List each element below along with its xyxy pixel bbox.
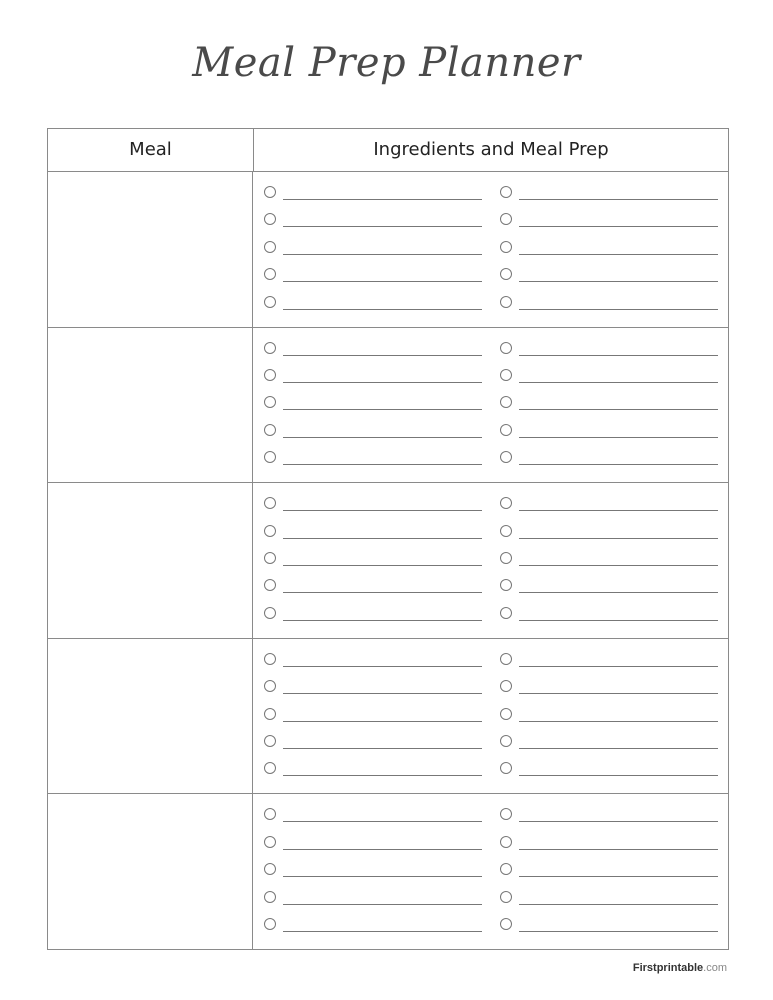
write-in-line[interactable] bbox=[283, 382, 482, 383]
checklist-item bbox=[264, 833, 484, 860]
checklist-item bbox=[500, 448, 720, 475]
circle-checkbox-icon[interactable] bbox=[264, 342, 276, 354]
checklist-item bbox=[264, 805, 484, 832]
circle-checkbox-icon[interactable] bbox=[500, 735, 512, 747]
write-in-line[interactable] bbox=[519, 821, 718, 822]
checklist-item bbox=[264, 860, 484, 887]
write-in-line[interactable] bbox=[519, 382, 718, 383]
write-in-line[interactable] bbox=[283, 254, 482, 255]
write-in-line[interactable] bbox=[283, 876, 482, 877]
checklist-column bbox=[264, 494, 484, 631]
circle-checkbox-icon[interactable] bbox=[264, 735, 276, 747]
checklist-item bbox=[264, 650, 484, 677]
table-row bbox=[48, 639, 728, 795]
write-in-line[interactable] bbox=[519, 226, 718, 227]
write-in-line[interactable] bbox=[283, 281, 482, 282]
table-row bbox=[48, 794, 728, 950]
write-in-line[interactable] bbox=[283, 226, 482, 227]
meal-name-cell[interactable] bbox=[48, 483, 253, 638]
checklist-item bbox=[264, 265, 484, 292]
circle-checkbox-icon[interactable] bbox=[500, 268, 512, 280]
checklist-column bbox=[264, 650, 484, 787]
checklist-item bbox=[264, 339, 484, 366]
write-in-line[interactable] bbox=[283, 464, 482, 465]
table-row bbox=[48, 328, 728, 484]
write-in-line[interactable] bbox=[283, 510, 482, 511]
checklist-item bbox=[264, 915, 484, 942]
meal-rows bbox=[48, 172, 728, 950]
write-in-line[interactable] bbox=[519, 464, 718, 465]
checklist-item bbox=[264, 705, 484, 732]
write-in-line[interactable] bbox=[519, 693, 718, 694]
checklist-item bbox=[500, 293, 720, 320]
write-in-line[interactable] bbox=[283, 748, 482, 749]
circle-checkbox-icon[interactable] bbox=[264, 708, 276, 720]
circle-checkbox-icon[interactable] bbox=[264, 762, 276, 774]
checklist-item bbox=[264, 888, 484, 915]
footer-brand bbox=[633, 962, 727, 974]
circle-checkbox-icon[interactable] bbox=[264, 296, 276, 308]
write-in-line[interactable] bbox=[519, 721, 718, 722]
checklist-item bbox=[500, 915, 720, 942]
write-in-line[interactable] bbox=[283, 666, 482, 667]
circle-checkbox-icon[interactable] bbox=[500, 213, 512, 225]
checklist-item bbox=[264, 366, 484, 393]
circle-checkbox-icon[interactable] bbox=[264, 918, 276, 930]
checklist-item bbox=[500, 265, 720, 292]
checklist-item bbox=[500, 650, 720, 677]
checklist-item bbox=[264, 238, 484, 265]
checklist-item bbox=[264, 576, 484, 603]
circle-checkbox-icon[interactable] bbox=[264, 497, 276, 509]
circle-checkbox-icon[interactable] bbox=[264, 680, 276, 692]
checklist-item bbox=[264, 522, 484, 549]
meal-planner-table bbox=[47, 128, 729, 950]
circle-checkbox-icon[interactable] bbox=[500, 863, 512, 875]
checklist-column bbox=[264, 805, 484, 942]
circle-checkbox-icon[interactable] bbox=[264, 808, 276, 820]
circle-checkbox-icon[interactable] bbox=[500, 891, 512, 903]
write-in-line[interactable] bbox=[519, 904, 718, 905]
write-in-line[interactable] bbox=[519, 281, 718, 282]
checklist-item bbox=[500, 339, 720, 366]
ingredients-column-header: Ingredients and Meal Prep bbox=[373, 139, 609, 160]
circle-checkbox-icon[interactable] bbox=[500, 451, 512, 463]
circle-checkbox-icon[interactable] bbox=[264, 863, 276, 875]
write-in-line[interactable] bbox=[283, 309, 482, 310]
write-in-line[interactable] bbox=[283, 592, 482, 593]
meal-name-cell[interactable] bbox=[48, 172, 253, 327]
circle-checkbox-icon[interactable] bbox=[500, 918, 512, 930]
page-title: Meal Prep Planner bbox=[192, 40, 581, 86]
checklist-column bbox=[500, 805, 720, 942]
checklist-item bbox=[500, 522, 720, 549]
write-in-line[interactable] bbox=[283, 821, 482, 822]
checklist-item bbox=[264, 183, 484, 210]
write-in-line[interactable] bbox=[283, 721, 482, 722]
checklist-item bbox=[500, 860, 720, 887]
checklist-item bbox=[500, 494, 720, 521]
write-in-line[interactable] bbox=[519, 748, 718, 749]
write-in-line[interactable] bbox=[283, 620, 482, 621]
meal-name-cell[interactable] bbox=[48, 639, 253, 794]
write-in-line[interactable] bbox=[519, 437, 718, 438]
write-in-line[interactable] bbox=[519, 876, 718, 877]
checklist-item bbox=[500, 888, 720, 915]
circle-checkbox-icon[interactable] bbox=[500, 525, 512, 537]
checklist-item bbox=[264, 549, 484, 576]
write-in-line[interactable] bbox=[283, 931, 482, 932]
write-in-line[interactable] bbox=[283, 199, 482, 200]
write-in-line[interactable] bbox=[519, 565, 718, 566]
write-in-line[interactable] bbox=[519, 510, 718, 511]
write-in-line[interactable] bbox=[519, 620, 718, 621]
write-in-line[interactable] bbox=[519, 538, 718, 539]
write-in-line[interactable] bbox=[283, 565, 482, 566]
write-in-line[interactable] bbox=[283, 538, 482, 539]
checklist-item bbox=[264, 604, 484, 631]
circle-checkbox-icon[interactable] bbox=[500, 808, 512, 820]
checklist-item bbox=[264, 421, 484, 448]
write-in-line[interactable] bbox=[519, 199, 718, 200]
write-in-line[interactable] bbox=[519, 355, 718, 356]
checklist-column bbox=[264, 183, 484, 320]
checklist-item bbox=[500, 732, 720, 759]
circle-checkbox-icon[interactable] bbox=[264, 579, 276, 591]
circle-checkbox-icon[interactable] bbox=[500, 342, 512, 354]
circle-checkbox-icon[interactable] bbox=[264, 891, 276, 903]
circle-checkbox-icon[interactable] bbox=[500, 653, 512, 665]
meal-column-header: Meal bbox=[48, 129, 254, 171]
table-row bbox=[48, 483, 728, 639]
circle-checkbox-icon[interactable] bbox=[500, 296, 512, 308]
checklist-item bbox=[500, 604, 720, 631]
circle-checkbox-icon[interactable] bbox=[264, 268, 276, 280]
checklist-item bbox=[500, 705, 720, 732]
circle-checkbox-icon[interactable] bbox=[500, 497, 512, 509]
circle-checkbox-icon[interactable] bbox=[264, 552, 276, 564]
circle-checkbox-icon[interactable] bbox=[500, 680, 512, 692]
table-header bbox=[48, 128, 728, 172]
checklist-item bbox=[264, 494, 484, 521]
write-in-line[interactable] bbox=[283, 775, 482, 776]
write-in-line[interactable] bbox=[283, 437, 482, 438]
meal-name-cell[interactable] bbox=[48, 328, 253, 483]
circle-checkbox-icon[interactable] bbox=[500, 836, 512, 848]
circle-checkbox-icon[interactable] bbox=[264, 396, 276, 408]
write-in-line[interactable] bbox=[519, 849, 718, 850]
footer-domain: .com bbox=[703, 962, 727, 974]
circle-checkbox-icon[interactable] bbox=[500, 607, 512, 619]
circle-checkbox-icon[interactable] bbox=[264, 525, 276, 537]
write-in-line[interactable] bbox=[519, 254, 718, 255]
checklist-item bbox=[500, 366, 720, 393]
write-in-line[interactable] bbox=[283, 693, 482, 694]
checklist-item bbox=[500, 576, 720, 603]
circle-checkbox-icon[interactable] bbox=[500, 186, 512, 198]
circle-checkbox-icon[interactable] bbox=[500, 552, 512, 564]
checklist-item bbox=[500, 421, 720, 448]
meal-name-cell[interactable] bbox=[48, 794, 253, 949]
write-in-line[interactable] bbox=[283, 409, 482, 410]
circle-checkbox-icon[interactable] bbox=[264, 451, 276, 463]
circle-checkbox-icon[interactable] bbox=[264, 213, 276, 225]
write-in-line[interactable] bbox=[283, 849, 482, 850]
checklist-column bbox=[264, 339, 484, 476]
write-in-line[interactable] bbox=[519, 309, 718, 310]
checklist-item bbox=[264, 732, 484, 759]
write-in-line[interactable] bbox=[519, 931, 718, 932]
checklist-item bbox=[264, 677, 484, 704]
circle-checkbox-icon[interactable] bbox=[500, 369, 512, 381]
circle-checkbox-icon[interactable] bbox=[264, 424, 276, 436]
checklist-item bbox=[500, 183, 720, 210]
circle-checkbox-icon[interactable] bbox=[500, 241, 512, 253]
circle-checkbox-icon[interactable] bbox=[264, 653, 276, 665]
write-in-line[interactable] bbox=[519, 666, 718, 667]
circle-checkbox-icon[interactable] bbox=[500, 396, 512, 408]
checklist-item bbox=[264, 393, 484, 420]
circle-checkbox-icon[interactable] bbox=[500, 579, 512, 591]
checklist-column bbox=[500, 183, 720, 320]
write-in-line[interactable] bbox=[519, 775, 718, 776]
write-in-line[interactable] bbox=[519, 592, 718, 593]
checklist-item bbox=[500, 393, 720, 420]
write-in-line[interactable] bbox=[283, 355, 482, 356]
circle-checkbox-icon[interactable] bbox=[500, 424, 512, 436]
checklist-item bbox=[264, 448, 484, 475]
circle-checkbox-icon[interactable] bbox=[500, 708, 512, 720]
checklist-item bbox=[500, 210, 720, 237]
checklist-item bbox=[264, 293, 484, 320]
checklist-item bbox=[500, 833, 720, 860]
checklist-item bbox=[500, 759, 720, 786]
write-in-line[interactable] bbox=[283, 904, 482, 905]
checklist-item bbox=[500, 238, 720, 265]
circle-checkbox-icon[interactable] bbox=[264, 241, 276, 253]
footer-brand-name: Firstprintable bbox=[632, 962, 704, 974]
checklist-column bbox=[500, 339, 720, 476]
checklist-item bbox=[264, 210, 484, 237]
checklist-item bbox=[500, 549, 720, 576]
circle-checkbox-icon[interactable] bbox=[264, 186, 276, 198]
circle-checkbox-icon[interactable] bbox=[500, 762, 512, 774]
circle-checkbox-icon[interactable] bbox=[264, 369, 276, 381]
checklist-item bbox=[500, 805, 720, 832]
table-row bbox=[48, 172, 728, 328]
checklist-item bbox=[500, 677, 720, 704]
checklist-column bbox=[500, 650, 720, 787]
circle-checkbox-icon[interactable] bbox=[264, 607, 276, 619]
write-in-line[interactable] bbox=[519, 409, 718, 410]
checklist-item bbox=[264, 759, 484, 786]
checklist-column bbox=[500, 494, 720, 631]
circle-checkbox-icon[interactable] bbox=[264, 836, 276, 848]
